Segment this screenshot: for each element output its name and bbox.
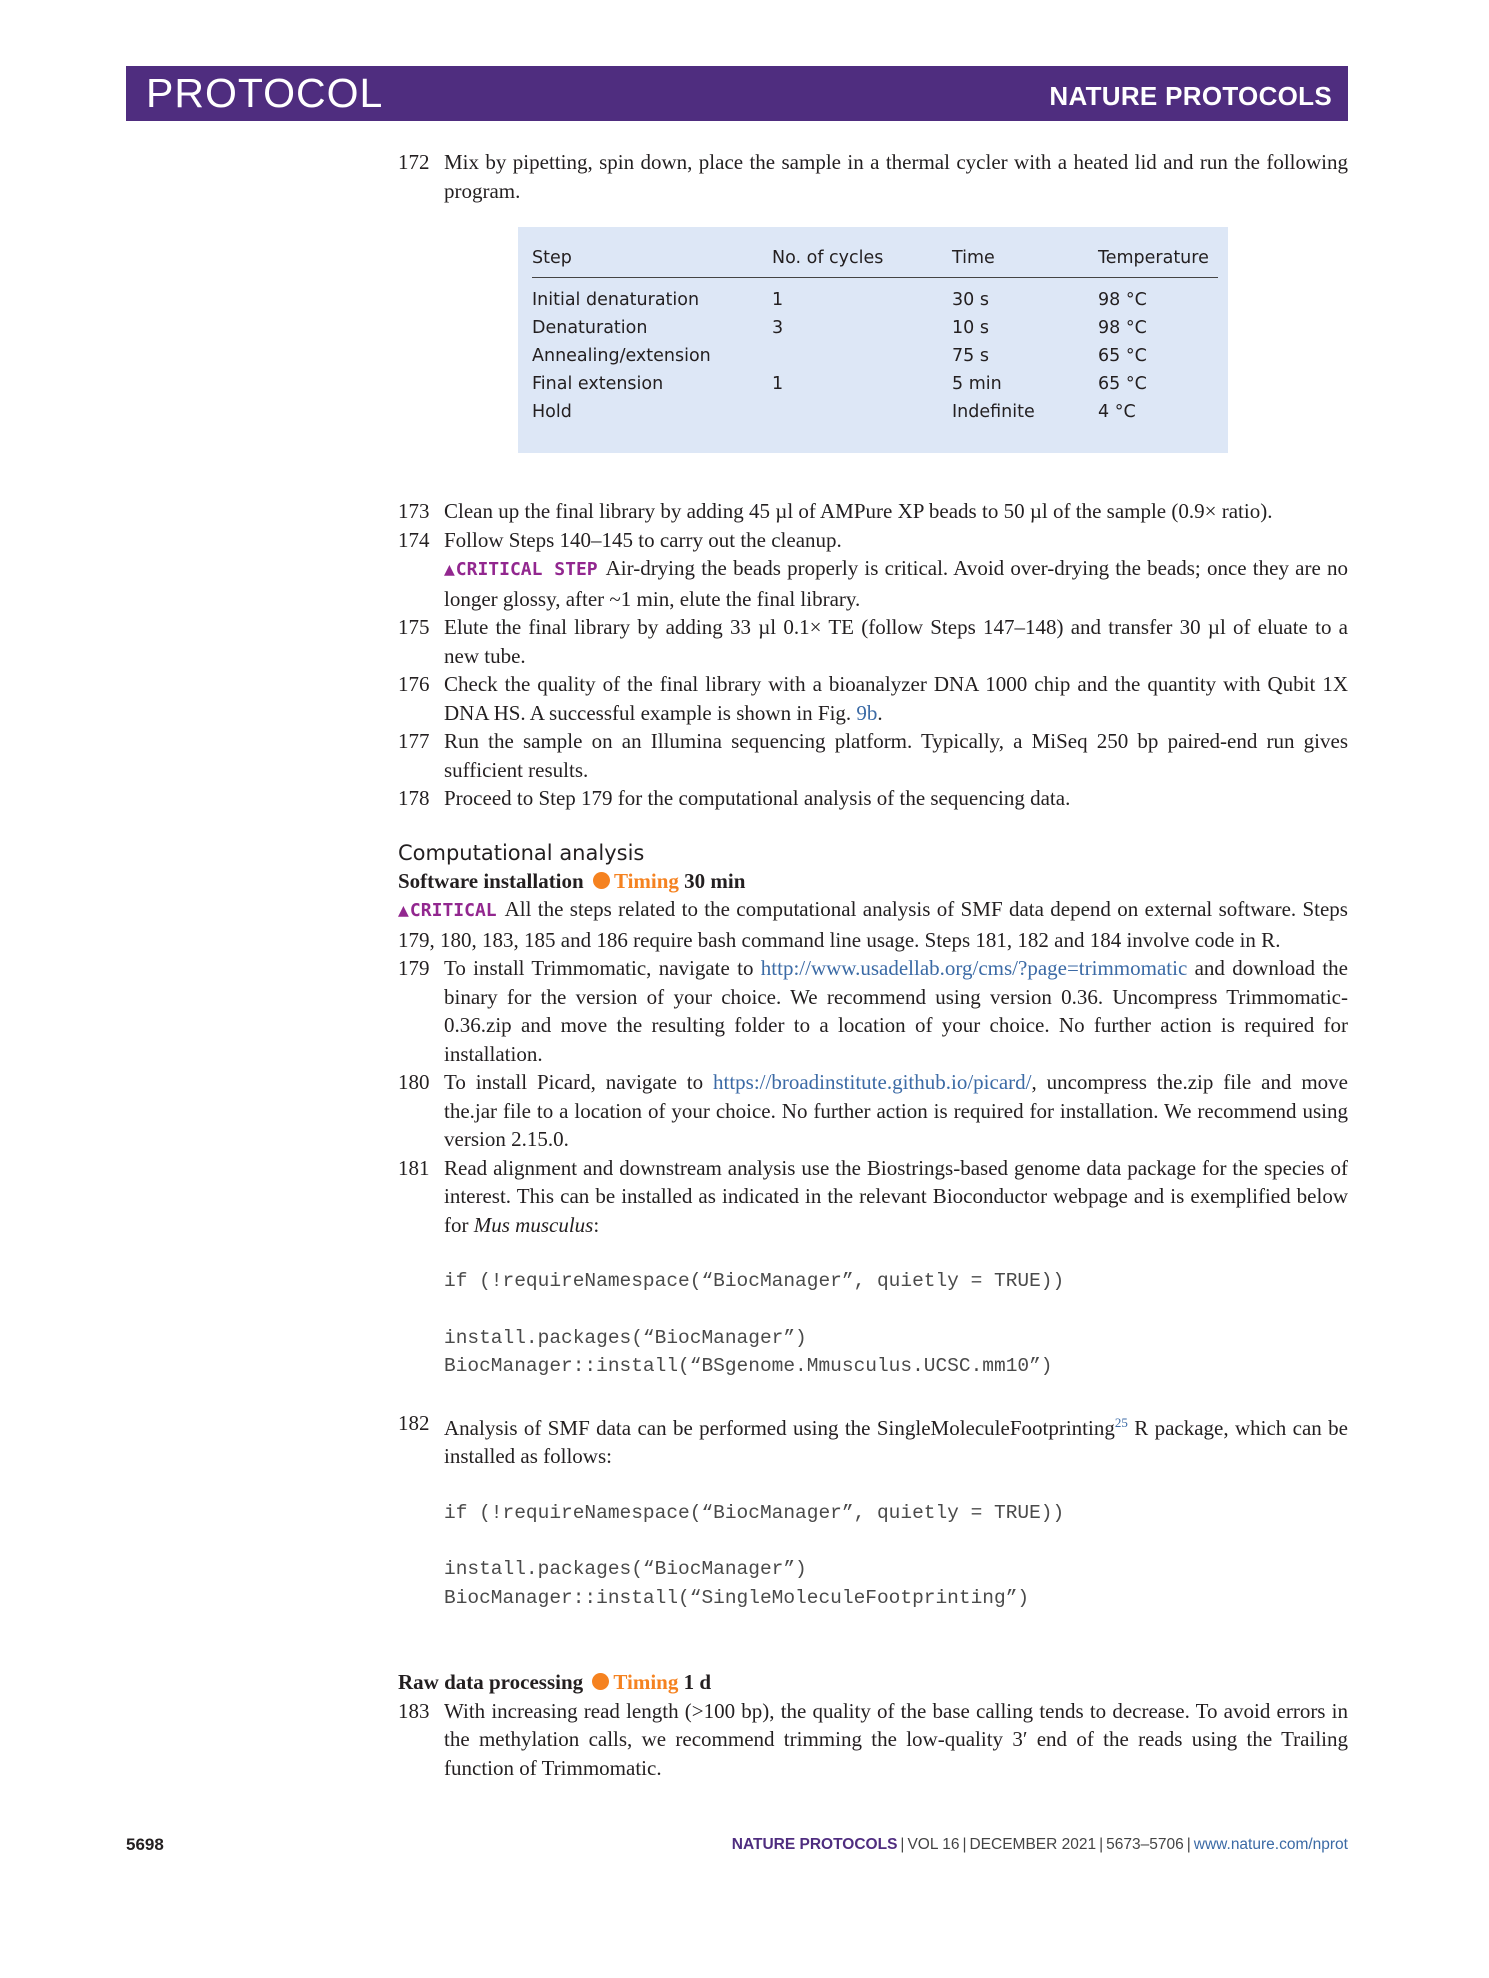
critical-step-text: Air-drying the beads properly is critical. Avoid over-drying the beads; once they are no longer glossy, after ~1 min, elute the final library. — [444, 556, 1348, 611]
step-182 — [398, 1409, 1348, 1471]
critical-label: ▲CRITICAL — [398, 900, 497, 921]
footer-date: DECEMBER 2021 — [969, 1836, 1097, 1853]
step-text: To install Trimmomatic, navigate to — [444, 956, 761, 980]
table-header-row — [532, 239, 1218, 278]
table-row — [532, 346, 1218, 374]
step-number: 177 — [398, 729, 430, 753]
footer-url-link[interactable]: www.nature.com/nprot — [1193, 1836, 1348, 1853]
table-cell: Indefinite — [952, 402, 1035, 422]
timing-circle-icon — [593, 872, 610, 889]
table-row — [532, 374, 1218, 402]
footer-pages: 5673–5706 — [1106, 1836, 1184, 1853]
timing-value: 1 d — [683, 1670, 712, 1694]
code-line: install.packages(“BiocManager”) — [444, 1558, 807, 1580]
step-number: 179 — [398, 956, 430, 980]
raw-data-processing-heading — [398, 1668, 1348, 1697]
step-text: Mix by pipetting, spin down, place the sample in a thermal cycler with a heated lid and run the following program. — [444, 150, 1348, 203]
critical-text: All the steps related to the computational analysis of SMF data depend on external software. Steps 179, 180, 183, 185 and 186 require bash command line usage. Steps 181, 182 and 184 involve code in R. — [398, 897, 1348, 952]
species-name: Mus musculus — [473, 1212, 594, 1237]
table-cell — [772, 346, 952, 374]
code-line: install.packages(“BiocManager”) — [444, 1326, 807, 1349]
step-text-end: . — [877, 700, 883, 725]
step-176 — [398, 670, 1348, 727]
table-cell: Hold — [532, 402, 572, 422]
step-number: 182 — [398, 1410, 430, 1435]
step-number: 181 — [398, 1155, 430, 1180]
header-journal-name: NATURE PROTOCOLS — [1049, 81, 1332, 111]
step-text: Check the quality of the final library with a bioanalyzer DNA 1000 chip and the quantity with Qubit 1X DNA HS. A successful example is shown in Fig. — [444, 672, 1348, 725]
subheading-label: Software installation — [398, 868, 584, 893]
table-cell — [772, 402, 952, 430]
footer-citation — [732, 1836, 1348, 1854]
step-text: Run the sample on an Illumina sequencing platform. Typically, a MiSeq 250 bp paired-end run gives sufficient results. — [444, 729, 1348, 782]
table-cell: 4 °C — [1098, 402, 1136, 422]
reference-link-25[interactable]: 25 — [1114, 1414, 1128, 1430]
page-number: 5698 — [126, 1835, 164, 1854]
step-number: 176 — [398, 672, 430, 696]
table-cell: 1 — [772, 374, 784, 394]
table-cell: Final extension — [532, 374, 664, 394]
section-title-computational-analysis: Computational analysis — [398, 840, 645, 865]
column-header-temperature: Temperature — [1098, 239, 1218, 278]
step-text: Follow Steps 140–145 to carry out the cleanup. — [444, 527, 842, 552]
step-text-end: : — [593, 1212, 600, 1237]
step-text: To install Picard, navigate to — [444, 1070, 713, 1094]
step-text: Elute the final library by adding 33 µl 0.1× TE (follow Steps 147–148) and transfer 30 µl of eluate to a new tube. — [444, 615, 1348, 668]
table-cell: 98 °C — [1098, 318, 1147, 338]
step-text: Clean up the final library by adding 45 µl of AMPure XP beads to 50 µl of the sample (0.9× ratio). — [444, 499, 1273, 523]
code-line: BiocManager::install(“SingleMoleculeFootprinting”) — [444, 1586, 1030, 1609]
table-cell: 65 °C — [1098, 374, 1147, 394]
step-178 — [398, 784, 1348, 813]
code-line: if (!requireNamespace(“BiocManager”, quietly = TRUE)) — [444, 1270, 1065, 1292]
step-text: Read alignment and downstream analysis use the Biostrings-based genome data package for the species of interest. This can be installed as indicated in the relevant Bioconductor webpage and is exemplified below for — [444, 1155, 1348, 1237]
step-180 — [398, 1068, 1348, 1154]
timing-label: Timing — [613, 868, 679, 893]
step-text: Analysis of SMF data can be performed using the SingleMoleculeFootprinting — [444, 1415, 1115, 1440]
header-protocol-label: PROTOCOL — [146, 70, 384, 116]
table-cell: 75 s — [952, 346, 989, 366]
table-row — [532, 402, 1218, 430]
table-cell: 3 — [772, 318, 784, 338]
pcr-program-table — [518, 227, 1228, 453]
main-content — [398, 148, 1348, 1782]
footer-separator: | — [962, 1836, 967, 1853]
column-header-time: Time — [952, 239, 1098, 278]
table-cell: Annealing/extension — [532, 346, 711, 366]
header-bar — [126, 66, 1348, 121]
step-177 — [398, 727, 1348, 784]
footer-volume: VOL 16 — [907, 1836, 960, 1853]
table-cell: Initial denaturation — [532, 290, 700, 310]
step-175 — [398, 613, 1348, 670]
column-header-step: Step — [532, 239, 772, 278]
critical-step-label: ▲CRITICAL STEP — [444, 559, 598, 580]
step-number: 174 — [398, 527, 430, 552]
step-172 — [398, 148, 1348, 205]
footer-separator: | — [1099, 1836, 1104, 1853]
table-cell: Denaturation — [532, 318, 648, 338]
subheading-label: Raw data processing — [398, 1670, 584, 1694]
figure-link-9b[interactable]: 9b — [856, 700, 878, 725]
step-text: Proceed to Step 179 for the computational analysis of the sequencing data. — [444, 786, 1071, 810]
step-text-end: and download the binary for the version of your choice. We recommend using version 0.36. Uncompress Trimmomatic-0.36.zip and move the resulting folder to a location of your choice. No further action is required for installation. — [444, 956, 1349, 1066]
table-cell: 10 s — [952, 318, 989, 338]
critical-note — [398, 895, 1348, 954]
step-179 — [398, 954, 1348, 1068]
column-header-cycles: No. of cycles — [772, 239, 952, 278]
step-number: 178 — [398, 786, 430, 810]
table-row — [532, 318, 1218, 346]
table-cell: 30 s — [952, 290, 989, 310]
step-174 — [398, 526, 1348, 614]
software-installation-heading — [398, 867, 1348, 896]
step-number: 172 — [398, 150, 430, 174]
step-173 — [398, 497, 1348, 526]
footer-separator: | — [900, 1836, 905, 1853]
table-cell: 65 °C — [1098, 346, 1147, 366]
table-cell: 1 — [772, 290, 784, 310]
step-183 — [398, 1697, 1348, 1783]
step-text-end: R package, which can be installed as follows: — [444, 1415, 1348, 1468]
step-number: 175 — [398, 615, 430, 639]
footer-separator: | — [1186, 1836, 1191, 1853]
table-cell: 5 min — [952, 374, 1002, 394]
step-text: With increasing read length (>100 bp), the quality of the base calling tends to decrease. To avoid errors in the methylation calls, we recommend trimming the low-quality 3′ end of the reads using the Trailing function of Trimmomatic. — [444, 1698, 1348, 1780]
code-line: BiocManager::install(“BSgenome.Mmusculus.UCSC.mm10”) — [444, 1355, 1053, 1377]
table-row — [532, 278, 1218, 319]
trimmomatic-link[interactable]: http://www.usadellab.org/cms/?page=trimmomatic — [760, 956, 1188, 980]
timing-circle-icon — [592, 1673, 609, 1690]
step-text-end: , uncompress the.zip file and move the.jar file to a location of your choice. No further action is required for installation. We recommend using version 2.15.0. — [444, 1070, 1348, 1151]
step-number: 180 — [398, 1070, 430, 1094]
step-number: 183 — [398, 1698, 430, 1723]
code-line: if (!requireNamespace(“BiocManager”, quietly = TRUE)) — [444, 1501, 1065, 1524]
picard-link[interactable]: https://broadinstitute.github.io/picard/ — [713, 1070, 1032, 1094]
timing-value: 30 min — [684, 868, 746, 893]
table-cell: 98 °C — [1098, 290, 1147, 310]
step-number: 173 — [398, 499, 430, 523]
step-181 — [398, 1154, 1348, 1240]
timing-label: Timing — [613, 1670, 679, 1694]
footer-journal: NATURE PROTOCOLS — [731, 1836, 898, 1853]
